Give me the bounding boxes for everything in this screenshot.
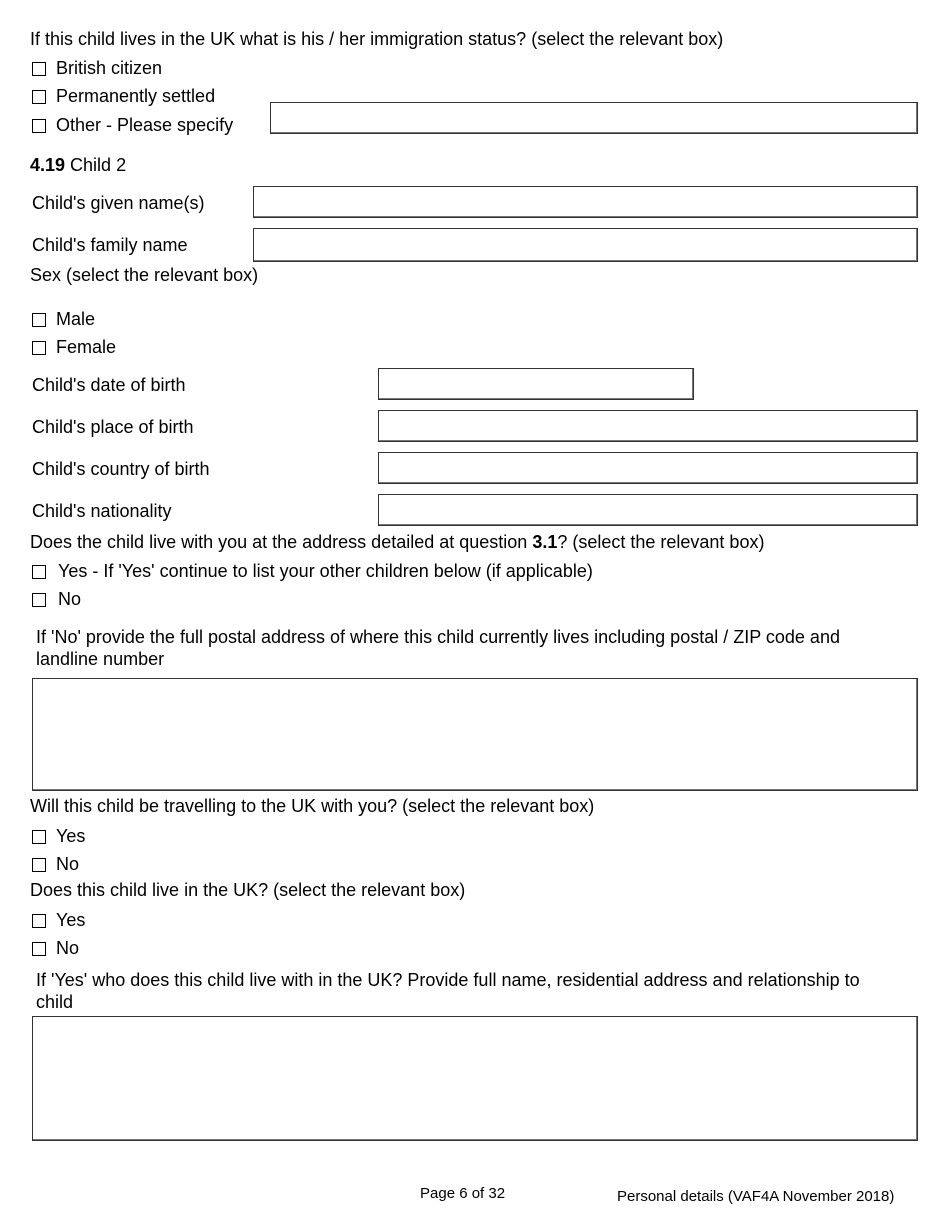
sex-question: Sex (select the relevant box)	[30, 265, 259, 285]
live-with-you-no-label: No	[58, 589, 82, 609]
section-number: 4.19	[30, 155, 66, 175]
uk-guardian-textarea[interactable]	[32, 1016, 918, 1141]
lives-in-uk-yes-label: Yes	[56, 910, 86, 930]
travelling-no-checkbox[interactable]	[32, 858, 46, 872]
section-heading	[30, 155, 126, 175]
travelling-question: Will this child be travelling to the UK with you? (select the relevant box)	[30, 796, 595, 816]
dob-input[interactable]	[378, 368, 694, 400]
lives-in-uk-no-label: No	[56, 938, 80, 958]
permanently-settled-label: Permanently settled	[56, 86, 216, 106]
lives-in-uk-yes-checkbox[interactable]	[32, 914, 46, 928]
pob-input[interactable]	[378, 410, 918, 442]
british-citizen-checkbox[interactable]	[32, 62, 46, 76]
page-number: Page 6 of 32	[420, 1185, 506, 1202]
section-title: Child 2	[65, 155, 127, 175]
lives-in-uk-question: Does this child live in the UK? (select the relevant box)	[30, 880, 466, 900]
other-status-input[interactable]	[270, 102, 918, 134]
pob-label: Child's place of birth	[32, 417, 194, 437]
live-with-you-question	[30, 532, 764, 552]
family-name-input[interactable]	[253, 228, 918, 262]
question-reference: 3.1	[532, 532, 558, 552]
live-with-you-no-checkbox[interactable]	[32, 593, 46, 607]
immigration-question: If this child lives in the UK what is his / her immigration status? (select the relevant box)	[30, 29, 724, 49]
cob-label: Child's country of birth	[32, 459, 210, 479]
travelling-yes-checkbox[interactable]	[32, 830, 46, 844]
given-name-label: Child's given name(s)	[32, 193, 205, 213]
travelling-no-label: No	[56, 854, 80, 874]
address-instruction-line1: If 'No' provide the full postal address of where this child currently lives including postal / ZIP code and	[36, 627, 840, 647]
uk-guardian-instruction-line2: child	[36, 992, 74, 1012]
form-reference: Personal details (VAF4A November 2018)	[617, 1188, 895, 1205]
live-with-you-yes-label: Yes - If 'Yes' continue to list your other children below (if applicable)	[58, 561, 593, 581]
nationality-input[interactable]	[378, 494, 918, 526]
lives-in-uk-no-checkbox[interactable]	[32, 942, 46, 956]
cob-input[interactable]	[378, 452, 918, 484]
address-instruction-line2: landline number	[36, 649, 165, 669]
male-label: Male	[56, 309, 96, 329]
live-with-you-question-post: ? (select the relevant box)	[557, 532, 765, 552]
nationality-label: Child's nationality	[32, 501, 172, 521]
live-with-you-question-pre: Does the child live with you at the address detailed at question	[30, 532, 533, 552]
other-status-checkbox[interactable]	[32, 119, 46, 133]
female-checkbox[interactable]	[32, 341, 46, 355]
family-name-label: Child's family name	[32, 235, 188, 255]
travelling-yes-label: Yes	[56, 826, 86, 846]
uk-guardian-instruction-line1: If 'Yes' who does this child live with in the UK? Provide full name, residential address and relationship to	[36, 970, 860, 990]
male-checkbox[interactable]	[32, 313, 46, 327]
child-address-textarea[interactable]	[32, 678, 918, 791]
other-status-label: Other - Please specify	[56, 115, 234, 135]
female-label: Female	[56, 337, 117, 357]
dob-label: Child's date of birth	[32, 375, 186, 395]
british-citizen-label: British citizen	[56, 58, 163, 78]
permanently-settled-checkbox[interactable]	[32, 90, 46, 104]
live-with-you-yes-checkbox[interactable]	[32, 565, 46, 579]
given-name-input[interactable]	[253, 186, 918, 218]
